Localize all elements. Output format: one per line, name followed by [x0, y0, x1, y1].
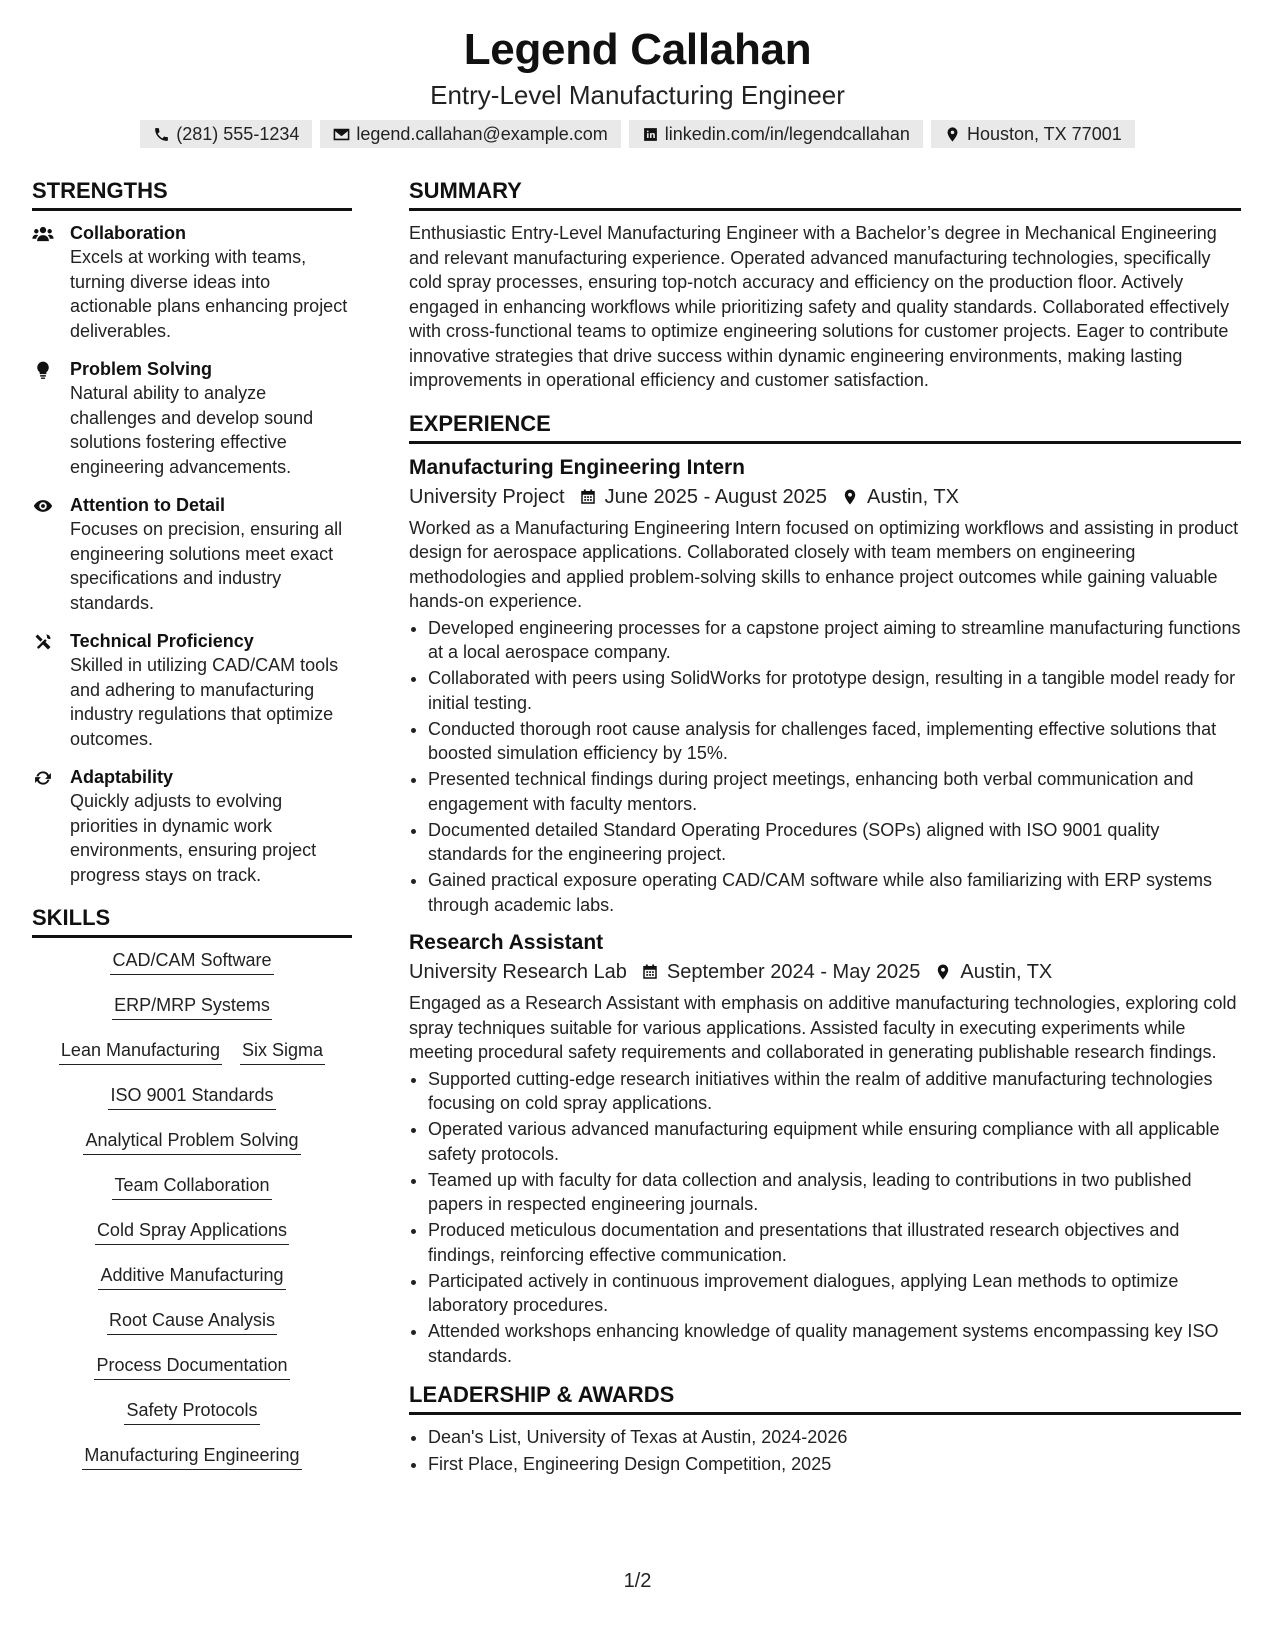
awards-section	[409, 1380, 1241, 1476]
job-org: University Research Lab	[409, 961, 627, 983]
job-bullet: • Developed engineering processes for a capstone project aiming to streamline manufacturing functions at a local aerospace company.	[428, 616, 1241, 665]
strength-desc: Skilled in utilizing CAD/CAM tools and adhering to manufacturing industry regulations that optimize outcomes.	[70, 655, 339, 749]
job-bullet: • Presented technical findings during project meetings, enhancing both verbal communication and engagement with faculty mentors.	[428, 767, 1241, 816]
skills-heading: SKILLS	[32, 903, 352, 938]
strength-title: Collaboration	[70, 223, 186, 243]
awards-list	[409, 1425, 1241, 1476]
eye-icon	[32, 496, 54, 516]
skills-list	[32, 948, 352, 1488]
job-meta	[409, 957, 1241, 987]
map-pin-icon	[944, 126, 961, 143]
phone-icon	[153, 126, 170, 143]
strength-item	[32, 765, 352, 887]
awards-heading: LEADERSHIP & AWARDS	[409, 1380, 1241, 1415]
lightbulb-icon	[32, 360, 54, 380]
strength-title: Attention to Detail	[70, 495, 225, 515]
skill-tag: Six Sigma	[240, 1038, 325, 1065]
job-bullet: • Conducted thorough root cause analysis for challenges faced, implementing effective solutions that boosted simulation efficiency by 15%.	[428, 717, 1241, 766]
job-dates: June 2025 - August 2025	[604, 485, 828, 508]
candidate-title: Entry-Level Manufacturing Engineer	[430, 80, 845, 110]
resume-header	[0, 22, 1275, 148]
contact-phone-text: (281) 555-1234	[176, 123, 300, 144]
strength-desc: Natural ability to analyze challenges and develop sound solutions fostering effective engineering advancements.	[70, 383, 314, 477]
sync-icon	[32, 768, 54, 788]
job-bullets	[409, 1067, 1241, 1369]
skill-tag: Cold Spray Applications	[95, 1218, 289, 1245]
skill-tag: CAD/CAM Software	[110, 948, 273, 975]
strength-title: Technical Proficiency	[70, 631, 254, 651]
summary-heading: SUMMARY	[409, 176, 1241, 211]
award-item: • Dean's List, University of Texas at Austin, 2024-2026	[428, 1425, 1241, 1450]
strength-desc: Focuses on precision, ensuring all engineering solutions meet exact specifications and industry standards.	[70, 519, 343, 613]
skill-tag: Analytical Problem Solving	[83, 1128, 300, 1155]
strength-desc: Quickly adjusts to evolving priorities in dynamic work environments, ensuring project progress stays on track.	[70, 791, 317, 885]
left-column	[32, 176, 352, 1488]
job-location: Austin, TX	[867, 485, 959, 508]
right-column	[409, 176, 1241, 1478]
job-bullet: • Produced meticulous documentation and presentations that illustrated research objectives and findings, reinforcing effective communication.	[428, 1218, 1241, 1267]
strength-desc: Excels at working with teams, turning diverse ideas into actionable plans enhancing project deliverables.	[70, 247, 348, 341]
job-bullet: • Teamed up with faculty for data collection and analysis, leading to contributions in two published papers in respected engineering journals.	[428, 1168, 1241, 1217]
summary-text: Enthusiastic Entry-Level Manufacturing Engineer with a Bachelor’s degree in Mechanical Engineering and relevant manufacturing experience. Operated advanced manufacturing technologies, specifically cold spray processes, ensuring top-notch accuracy and efficiency on the production floor. Actively engaged in enhancing workflows while prioritizing safety and quality standards. Collaborated effectively with cross-functional teams to optimize engineering solutions for customer projects. Eager to contribute innovative strategies that drive success within dynamic engineering environments, making lasting improvements in operational efficiency and customer satisfaction.	[409, 223, 1230, 390]
contact-location-text: Houston, TX 77001	[966, 123, 1122, 144]
job-location: Austin, TX	[960, 961, 1053, 983]
strength-item	[32, 629, 352, 751]
experience-heading: EXPERIENCE	[409, 409, 1241, 444]
job-bullet: • Operated various advanced manufacturing equipment while ensuring compliance with all applicable safety protocols.	[428, 1117, 1241, 1166]
skill-tag: Process Documentation	[94, 1353, 289, 1380]
calendar-icon	[579, 488, 597, 506]
strength-item	[32, 221, 352, 343]
job-meta	[409, 482, 1241, 512]
job-bullet: • Collaborated with peers using SolidWorks for prototype design, resulting in a tangible model ready for initial testing.	[428, 666, 1241, 715]
strength-item	[32, 493, 352, 615]
job-bullet: • Gained practical exposure operating CAD/CAM software while also familiarizing with ERP systems through academic labs.	[428, 868, 1241, 917]
job-bullet: • Participated actively in continuous improvement dialogues, applying Lean methods to optimize laboratory procedures.	[428, 1269, 1241, 1318]
users-icon	[32, 224, 54, 244]
skill-tag: Manufacturing Engineering	[82, 1443, 301, 1470]
job-title: Research Assistant	[409, 931, 604, 954]
job-bullet: • Attended workshops enhancing knowledge of quality management systems encompassing key ISO standards.	[428, 1319, 1241, 1368]
linkedin-icon	[642, 126, 659, 143]
contact-phone	[140, 120, 312, 148]
job-org: University Project	[409, 485, 565, 508]
strengths-heading: STRENGTHS	[32, 176, 352, 211]
skill-tag: ISO 9001 Standards	[108, 1083, 275, 1110]
skill-tag: Root Cause Analysis	[107, 1308, 277, 1335]
map-pin-icon	[841, 488, 859, 506]
contact-email[interactable]	[320, 120, 620, 148]
award-item: • First Place, Engineering Design Competition, 2025	[428, 1452, 1241, 1477]
skill-tag: Additive Manufacturing	[98, 1263, 285, 1290]
envelope-icon	[333, 126, 350, 143]
contact-bar	[0, 120, 1275, 148]
job-entry	[409, 454, 1241, 918]
tools-icon	[32, 632, 54, 652]
contact-location	[931, 120, 1135, 148]
map-pin-icon	[934, 963, 952, 981]
job-title: Manufacturing Engineering Intern	[409, 455, 746, 479]
job-bullet: • Documented detailed Standard Operating Procedures (SOPs) aligned with ISO 9001 quality standards for the engineering project.	[428, 818, 1241, 867]
strength-item	[32, 357, 352, 479]
skill-tag: Lean Manufacturing	[59, 1038, 222, 1065]
candidate-name: Legend Callahan	[463, 25, 812, 74]
job-dates: September 2024 - May 2025	[666, 961, 921, 983]
contact-linkedin[interactable]	[629, 120, 923, 148]
contact-email-text[interactable]: legend.callahan@example.com	[356, 123, 608, 144]
job-description: Engaged as a Research Assistant with emphasis on additive manufacturing technologies, exploring cold spray techniques suitable for various applications. Assisted faculty in executing experiments while meeting procedural safety requirements and collaborated in generating publishable research findings.	[409, 993, 1237, 1062]
skill-tag: Team Collaboration	[112, 1173, 271, 1200]
job-bullet: • Supported cutting-edge research initiatives within the realm of additive manufacturing technologies focusing on cold spray applications.	[428, 1067, 1241, 1116]
skill-tag: Safety Protocols	[124, 1398, 259, 1425]
page-number: 1/2	[623, 1570, 652, 1592]
job-description: Worked as a Manufacturing Engineering Intern focused on optimizing workflows and assisting in product design for aerospace applications. Collaborated closely with team members on engineering methodologies and applied problem-solving skills to enhance project outcomes while gaining valuable hands-on experience.	[409, 517, 1239, 611]
contact-linkedin-text[interactable]: linkedin.com/in/legendcallahan	[664, 123, 910, 144]
skill-tag: ERP/MRP Systems	[112, 993, 272, 1020]
calendar-icon	[641, 963, 659, 981]
job-bullets	[409, 616, 1241, 918]
job-entry	[409, 929, 1241, 1368]
strength-title: Problem Solving	[70, 359, 213, 379]
strength-title: Adaptability	[70, 767, 174, 787]
